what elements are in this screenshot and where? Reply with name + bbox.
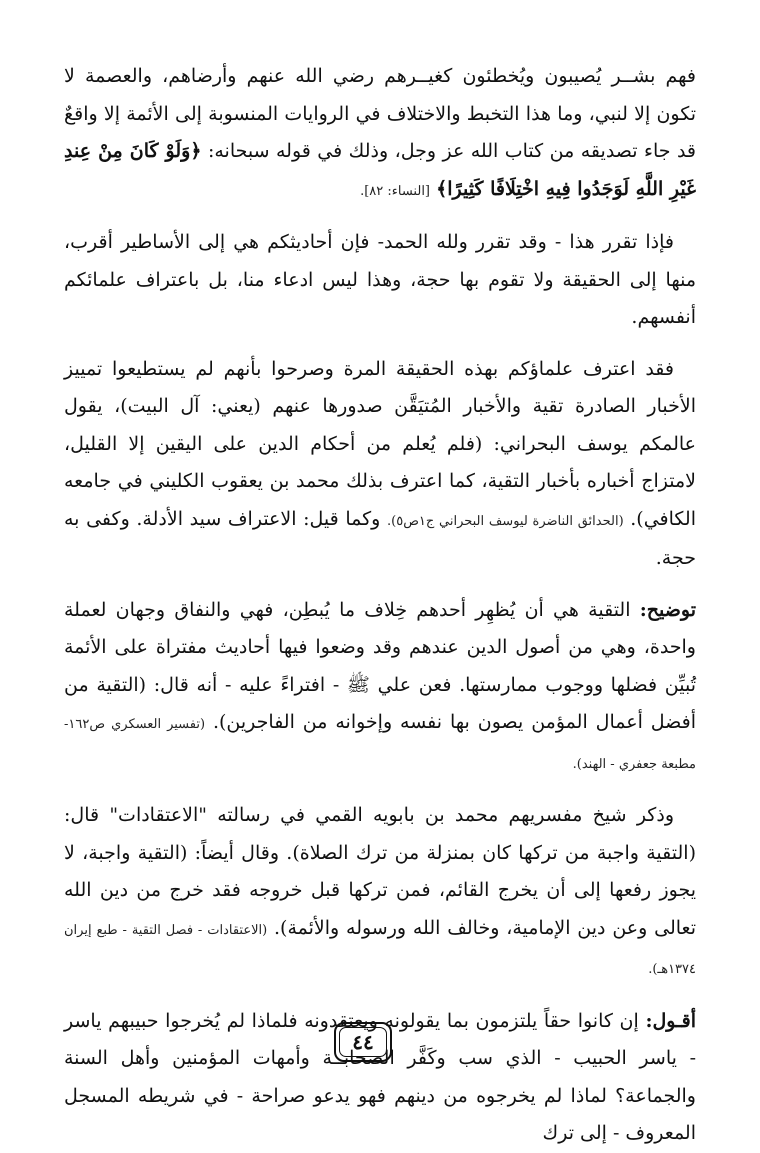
paragraph-bahrani bbox=[64, 351, 696, 578]
paragraph-text: فقد اعترف علماؤكم بهذه الحقيقة المرة وصرحوا بأنهم لم يستطيعوا تمييز الأخبار الصادرة تقية والأخبار المُتيَقَّن صدورها عنهم (يعني: آل البيت)، يقول عالمكم يوسف البحراني: (فلم يُعلم من أحكام الدين على اليقين إلا القليل، لامتزاج أخباره بأخبار التقية، كما اعترف بذلك محمد بن يعقوب الكليني في جامعه الكافي). bbox=[64, 357, 696, 530]
paragraph-text: التقية هي أن يُظهِر أحدهم خِلاف ما يُبطِن، فهي والنفاق وجهان لعملة واحدة، وهي من أصول الدين عندهم وقد وضعوا فيها أحاديث مفتراة على الأئمة تُبيِّن فضلها ووجوب ممارستها. فعن علي ﷺ - افتراءً عليه - أنه قال: (التقية من أفضل أعمال المؤمن يصون بها نفسه وإخوانه من الفاجرين). bbox=[64, 598, 696, 733]
paragraph-continuation bbox=[64, 58, 696, 210]
citation: (تفسير العسكري ص١٦٢- مطبعة جعفري - الهند). bbox=[64, 717, 696, 772]
paragraph-text: إن كانوا حقاً يلتزمون بما يقولونه ويعتقدونه فلماذا لم يُخرجوا حبيبهم ياسر - ياسر الحبيب - الذي سب وكَفَّر الصحابــة وأمهات المؤمنين وأهل السنة والجماعة؟ لماذا لم يخرجوه من دينهم فهو يدعو صراحة - في شريطه المسجل المعروف - إلى ترك bbox=[64, 1009, 696, 1144]
clarification-label: توضيح: bbox=[639, 598, 696, 621]
paragraph-text: فهم بشــر يُصيبون ويُخطئون كغيــرهم رضي الله عنهم وأرضاهم، والعصمة لا تكون إلا لنبي، وما هذا التخبط والاختلاف في الروايات المنسوبة إلى الأئمة إلا واقعٌ قد جاء تصديقه من كتاب الله عز وجل، وذلك في قوله سبحانه: bbox=[64, 65, 696, 162]
paragraph-tail: وكما قيل: الاعتراف سيد الأدلة. وكفى به حجة. bbox=[64, 507, 696, 569]
paragraph-ahadith bbox=[64, 224, 696, 337]
comment-label: أقـول: bbox=[645, 1009, 696, 1032]
paragraph-text: فإذا تقرر هذا - وقد تقرر ولله الحمد- فإن أحاديثكم هي إلى الأساطير أقرب، منها إلى الحقيقة ولا تقوم بها حجة، وهذا ليس ادعاء منا، بل باعتراف علمائكم أنفسهم. bbox=[64, 231, 696, 328]
quran-verse: ﴿وَلَوْ كَانَ مِنْ عِندِ غَيْرِ اللَّهِ لَوَجَدُوا فِيهِ اخْتِلَافًا كَثِيرًا﴾ bbox=[64, 140, 696, 200]
citation: (الاعتقادات - فصل التقية - طبع إيران ١٣٧٤هـ). bbox=[64, 922, 696, 977]
citation: (الحدائق الناضرة ليوسف البحراني ج١ص٥). bbox=[386, 513, 624, 529]
page-number-frame bbox=[334, 1022, 392, 1062]
page-number: ٤٤ bbox=[352, 1030, 374, 1054]
paragraph-text: وذكر شيخ مفسريهم محمد بن بابويه القمي في رسالته "الاعتقادات" قال: (التقية واجبة من تركها كان بمنزلة من ترك الصلاة). وقال أيضاً: (التقية واجبة، لا يجوز رفعها إلى أن يخرج القائم، فمن تركها قبل خروجه فقد خرج من دين الله تعالى وعن دين الإمامية، وخالف الله ورسوله والأئمة). bbox=[64, 804, 696, 939]
paragraph-qummi bbox=[64, 797, 696, 989]
paragraph-clarification bbox=[64, 592, 696, 784]
citation: [النساء: ٨٢]. bbox=[360, 183, 431, 199]
